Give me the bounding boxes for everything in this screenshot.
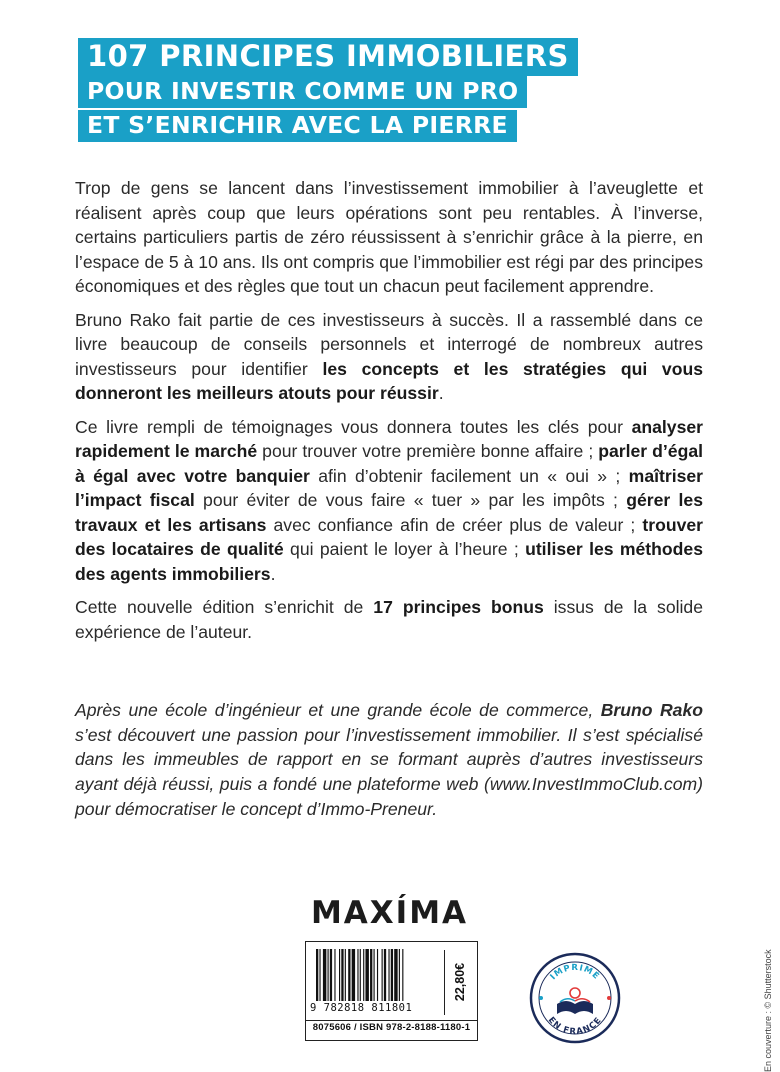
text-span: pour éviter de vous faire « tuer » par les impôts ;	[194, 490, 627, 510]
text-span: Cette nouvelle édition s’enrichit de	[75, 597, 374, 617]
text-span: qui paient le loyer à l’heure ;	[283, 539, 526, 559]
highlight-text: utiliser les méthodes des agents immobiliers	[75, 539, 703, 584]
book-title: 107 PRINCIPES IMMOBILIERS	[78, 38, 578, 76]
book-subtitle-line1: POUR INVESTIR COMME UN PRO	[78, 76, 527, 108]
blurb-paragraph-4	[75, 595, 703, 644]
publisher-logo: MAXÍMA	[310, 895, 469, 931]
author-bio	[75, 698, 703, 822]
badge-bottom-text: EN FRANCE	[545, 1015, 605, 1038]
text-span: issus de la solide expérience de l’auteur.	[75, 597, 703, 642]
text-span: .	[270, 563, 276, 584]
blurb-paragraph-1: Trop de gens se lancent dans l’investissement immobilier à l’aveuglette et réalisent après coup que leurs opérations sont peu rentables. À l’inverse, certains particuliers partis de zéro réussissent à s’enrichir grâce à la pierre, en l’espace de 5 à 10 ans. Ils ont compris que l’immobilier est régi par des principes économiques et des règles que tout un chacun peut facilement apprendre.	[75, 178, 703, 296]
highlight-text: maîtriser l’impact fiscal	[75, 465, 703, 510]
text-span: pour trouver votre première bonne affaire ;	[257, 441, 599, 461]
badge-top-text: IMPRIMÉ	[548, 962, 602, 983]
title-block	[78, 38, 578, 144]
barcode-icon	[316, 949, 444, 1001]
barcode-area	[306, 942, 477, 1021]
barcode-label	[305, 941, 478, 1041]
highlight-text: 17 principes bonus	[373, 597, 544, 617]
price-value: 22,80€	[453, 962, 467, 1002]
highlight-text: parler d’égal à égal avec votre banquier	[75, 441, 703, 486]
text-span: Ce livre rempli de témoignages vous donnera toutes les clés pour	[75, 416, 632, 437]
text-span: Bruno Rako fait partie de ces investisseurs à succès. Il a rassemblé dans ce livre beaucoup de conseils personnels et interrogé de nombreux autres investisseurs pour identifier	[75, 309, 703, 379]
cover-credit: En couverture : © Shutterstock	[763, 949, 773, 1072]
text-span: avec confiance afin de créer plus de valeur ;	[266, 514, 643, 535]
highlight-text: les concepts et les stratégies qui vous donneront les meilleurs atouts pour réussir	[75, 358, 703, 403]
text-span: afin d’obtenir facilement un « oui » ;	[309, 465, 629, 486]
highlight-text: gérer les travaux et les artisans	[75, 490, 703, 535]
isbn-text: 8075606 / ISBN 978-2-8188-1180-1	[312, 1022, 471, 1033]
text-span: s’est découvert une passion pour l’investissement immobilier. Il s’est spécialisé dans les immeubles de rapport en se formant auprès d’autres investisseurs ayant déjà réussi, puis a fondé une plateforme web (www.InvestImmoClub.com) pour démocratiser le concept d’Immo-Preneur.	[75, 724, 703, 819]
printed-in-france-badge	[529, 952, 621, 1044]
author-name: Bruno Rako	[600, 700, 703, 720]
blurb	[75, 176, 703, 653]
text-span: Après une école d’ingénieur et une grande école de commerce,	[75, 700, 601, 720]
price-tag	[444, 950, 475, 1015]
blurb-paragraph-3	[75, 415, 703, 587]
book-subtitle-line2: ET S’ENRICHIR AVEC LA PIERRE	[78, 110, 517, 142]
highlight-text: analyser rapidement le marché	[75, 416, 703, 461]
blurb-paragraph-2	[75, 308, 703, 406]
text-span: .	[438, 383, 444, 403]
highlight-text: trouver des locataires de qualité	[75, 514, 704, 559]
barcode-digits: 9 782818 811801	[310, 1002, 413, 1014]
